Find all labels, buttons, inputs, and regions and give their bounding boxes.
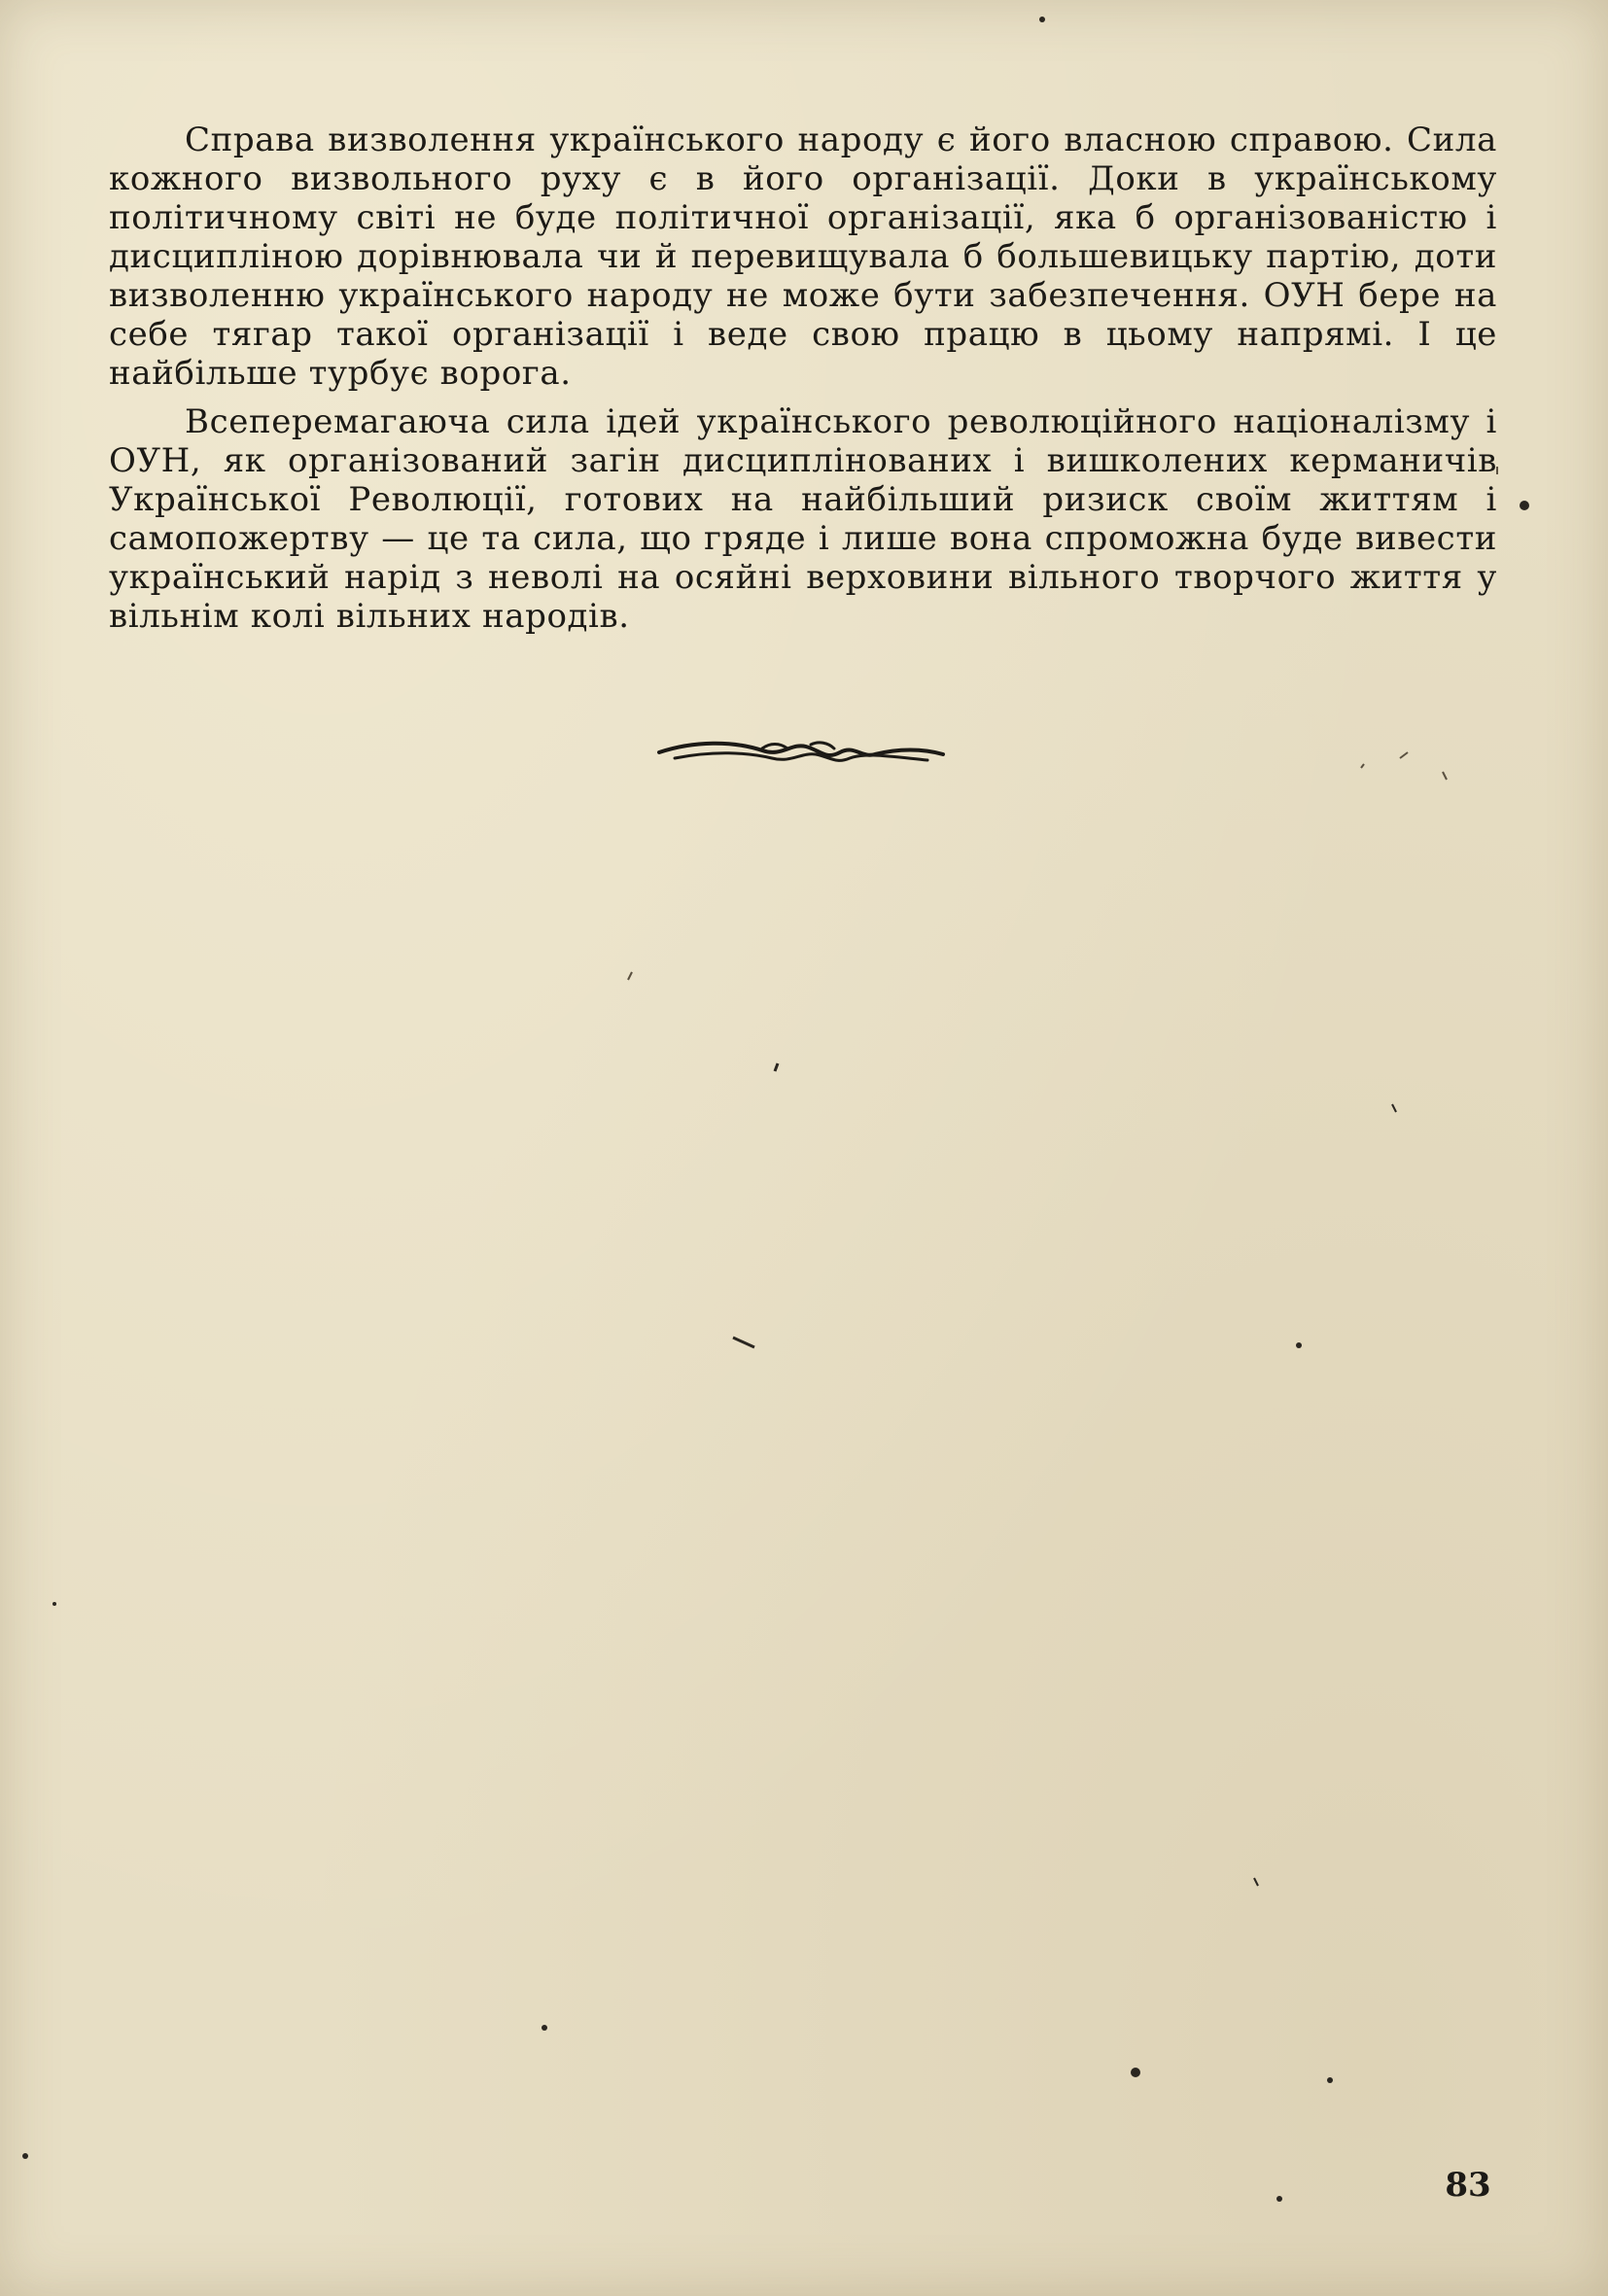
page-number: 83 <box>1445 2166 1491 2205</box>
document-body <box>109 121 1497 636</box>
paragraph-liberation: Справа визволення українського народу є його власною справою. Сила кожного визвольного руху є в його організації. Доки в українському політичному світі не буде політичної організації, яка б організованістю і дисципліною дорівнювала чи й перевищувала б большевицьку партію, доти визволенню українського народу не може бути забезпечення. ОУН бере на себе тягар такої організації і веде свою працю в цьому напрямі. І це найбільше турбує ворога. <box>109 121 1497 393</box>
wave-ornament-icon <box>655 731 947 770</box>
paragraph-nationalism: Всеперемагаюча сила ідей українського революційного націоналізму і ОУН, як організований загін дисциплінованих і вишколених керманичів Української Революції, готових на найбільший ризиск своїм життям і самопожертву — це та сила, що гряде і лише вона спроможна буде вивести український нарід з неволі на осяйні верховини вільного творчого життя у вільнім колі вільних народів. <box>109 402 1497 636</box>
